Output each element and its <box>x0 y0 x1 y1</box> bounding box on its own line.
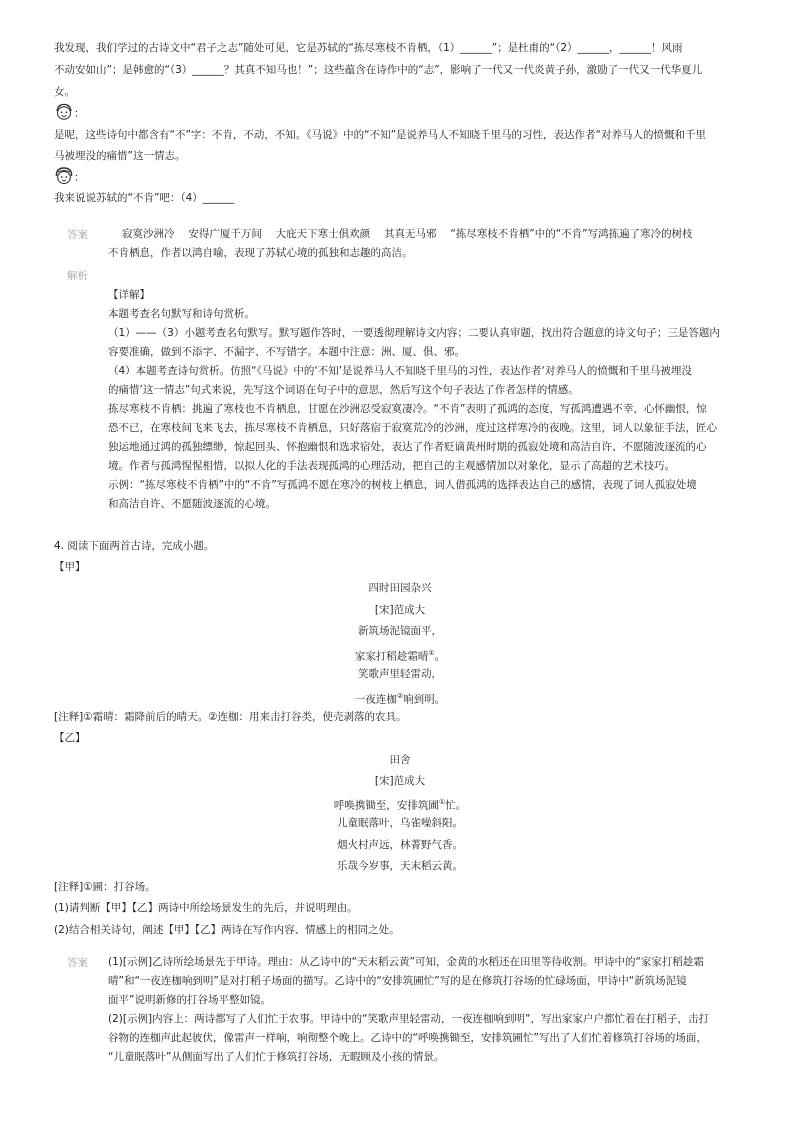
dialog-line: 是呢，这些诗句中都含有“不”字：不肯，不动，不知。《马说》中的“不知”是说养马人不知晓千里马的习性，表达作者“对养马人的愤慨和千里 <box>54 129 706 141</box>
poem-text: 一夜连枷 <box>354 693 397 706</box>
dialog-line: 马被埋没的痛惜”这一情志。 <box>54 150 186 162</box>
student-avatar-icon <box>54 167 74 188</box>
analysis-line: 示例：“拣尽寒枝不肯栖”中的“不肯”写孤鸿不愿在寒冷的树枝上栖息，词人借孤鸿的选择表达自己的感情，表现了词人孤寂处境 <box>108 479 697 491</box>
analysis-line: （4）本题考查诗句赏析。仿照“《马说》中的‘不知’是说养马人不知晓千里马的习性，表达作者‘对养马人的愤慨和千里马被埋没 <box>108 365 692 377</box>
dialog-line: 女。 <box>54 86 75 98</box>
student-avatar-icon <box>54 103 74 124</box>
dialog-line: 我来说说苏轼的“不肯”吧：（4）______ <box>54 192 235 204</box>
poem-text: 忙。 <box>445 799 467 812</box>
analysis-line: 容要准确，做到不添字、不漏字、不写错字。本题中注意：洲、厦、俱、邪。 <box>108 346 465 358</box>
poem-line: 儿童眠落叶，乌雀噪斜阳。 <box>337 817 463 829</box>
answer-block <box>108 225 756 263</box>
answer-line: (2)[示例]内容上：两诗都写了人们忙于农事。甲诗中的“笑歌声里轻雷动，一夜连枷响到明”，写出家家户户都忙着在打稻子，击打 <box>108 1013 709 1025</box>
question-stem: 4. 阅读下面两首古诗，完成小题。 <box>54 540 215 552</box>
answer-label: 答案 <box>67 229 88 241</box>
analysis-line: 恐不已，在寒枝间飞来飞去，拣尽寒枝不肯栖息，只好落宿于寂寞荒冷的沙洲，度过这样寒冷的夜晚。这里，词人以象征手法，匠心 <box>108 422 717 434</box>
answer-line: (1)[示例]乙诗所绘场景先于甲诗。理由：从乙诗中的“天末稻云黄”可知，金黄的水稻还在田里等待收割。甲诗中的“家家打稻趁霜 <box>108 956 704 968</box>
poem-line: 笑歌声里轻雷动， <box>358 668 442 680</box>
answer-label: 答案 <box>67 957 88 969</box>
answer-line: “儿童眠落叶”从侧面写出了人们忙于修筑打谷场，无暇顾及小孩的情景。 <box>108 1051 445 1063</box>
dialog-line: 我发现，我们学过的古诗文中“君子之志”随处可见，它是苏轼的“拣尽寒枝不肯栖，（1）______”；是杜甫的“（2）______，______！风雨 <box>54 42 683 54</box>
poem-notes: [注释]①圃：打谷场。 <box>54 881 156 893</box>
speaker-row <box>54 103 744 123</box>
answer-line: 寂寞沙洲冷 安得广厦千万间 大庇天下寒士俱欢颜 其真无马邪 “拣尽寒枝不肯栖”中的“不肯”写鸿拣遍了寒冷的树枝 <box>122 228 693 240</box>
analysis-line: 境。作者与孤鸿惺惺相惜，以拟人化的手法表现孤鸿的心理活动，把自己的主观感情加以对象化，显示了高超的艺术技巧。 <box>108 460 675 472</box>
poem-label-yi: 【乙】 <box>54 732 86 744</box>
poem-line: 新筑场泥镜面平， <box>358 625 442 637</box>
sub-question: (2)结合相关诗句，阐述【甲】【乙】两诗在写作内容、情感上的相同之处。 <box>54 924 400 936</box>
poem-notes: [注释]①霜晴：霜降前后的晴天。②连枷：用来击打谷类，使壳剥落的农具。 <box>54 711 407 723</box>
speaker-row <box>54 167 744 187</box>
poem-line: 乐哉今岁事，天末稻云黄。 <box>337 860 463 872</box>
footnote-mark: ① <box>438 798 446 806</box>
answer-block <box>108 953 726 1067</box>
answer-line: 谷物的连枷声此起彼伏，像雷声一样响，响彻整个晚上。乙诗中的“呼唤携锄至，安排筑圃忙”写出了人们忙着修筑打谷场的场面， <box>108 1032 707 1044</box>
poem-title: 四时田园杂兴 <box>368 582 432 594</box>
poem-author: [宋]范成大 <box>374 604 426 616</box>
poem-title: 田舍 <box>389 754 411 766</box>
analysis-line: 【详解】 <box>108 289 150 301</box>
speaker-colon: ： <box>74 171 85 184</box>
poem-text: 。 <box>434 650 446 663</box>
analysis-line: 本题考查名句默写和诗句赏析。 <box>108 308 255 320</box>
poem-text: 家家打稻趁霜晴 <box>354 650 429 663</box>
poem-label-jia: 【甲】 <box>54 561 86 573</box>
footnote-mark: ① <box>428 649 435 657</box>
analysis-line: 和高洁自许、不愿随波逐流的心境。 <box>108 498 276 510</box>
poem-text: 呼唤携锄至，安排筑圃 <box>333 799 439 812</box>
analysis-line: 独运地通过鸿的孤独缥缈，惊起回头、怀抱幽恨和选求宿处，表达了作者贬谪黄州时期的孤寂处境和高洁自许、不愿随波逐流的心 <box>108 441 707 453</box>
analysis-line: 的痛惜’这一情志”句式来说，先写这个词语在句子中的意思，然后写这个句子表达了作者怎样的情感。 <box>108 384 579 396</box>
footnote-mark: ② <box>396 692 404 700</box>
answer-line: 晴”和“一夜连枷响到明”是对打稻子场面的描写。乙诗中的“安排筑圃忙”写的是在修筑打谷场的忙碌场面，甲诗中“新筑场泥镜 <box>108 975 687 987</box>
sub-question: (1)请判断【甲】【乙】两诗中所绘场景发生的先后，并说明理由。 <box>54 902 358 914</box>
analysis-line: 拣尽寒枝不肯栖：挑遍了寒枝也不肯栖息，甘愿在沙洲忍受寂寞凄冷。“不肯”表明了孤鸿的态度，写孤鸿遭遇不幸，心怀幽恨，惊 <box>108 403 707 415</box>
answer-line: 不肯栖息，作者以鸿自喻，表现了苏轼心境的孤独和志趣的高洁。 <box>108 247 413 259</box>
analysis-line: （1）——（3）小题考查名句默写。默写题作答时，一要透彻理解诗文内容；二要认真审题，找出符合题意的诗文句子；三是答题内 <box>108 327 720 339</box>
answer-line: 面平”说明新修的打谷场平整如镜。 <box>108 994 271 1006</box>
poem-author: [宋]范成大 <box>374 775 426 787</box>
poem-text: 响到明。 <box>403 693 446 706</box>
dialog-line: 不动安如山”；是韩愈的“（3）______？其真不知马也！”；这些蕴含在诗作中的“志”，影响了一代又一代炎黄子孙，激励了一代又一代华夏儿 <box>54 64 703 76</box>
analysis-label: 解析 <box>67 270 88 282</box>
poem-line: 烟火村声远，林菁野气香。 <box>337 839 463 851</box>
speaker-colon: ： <box>74 107 85 120</box>
analysis-block <box>108 286 726 514</box>
